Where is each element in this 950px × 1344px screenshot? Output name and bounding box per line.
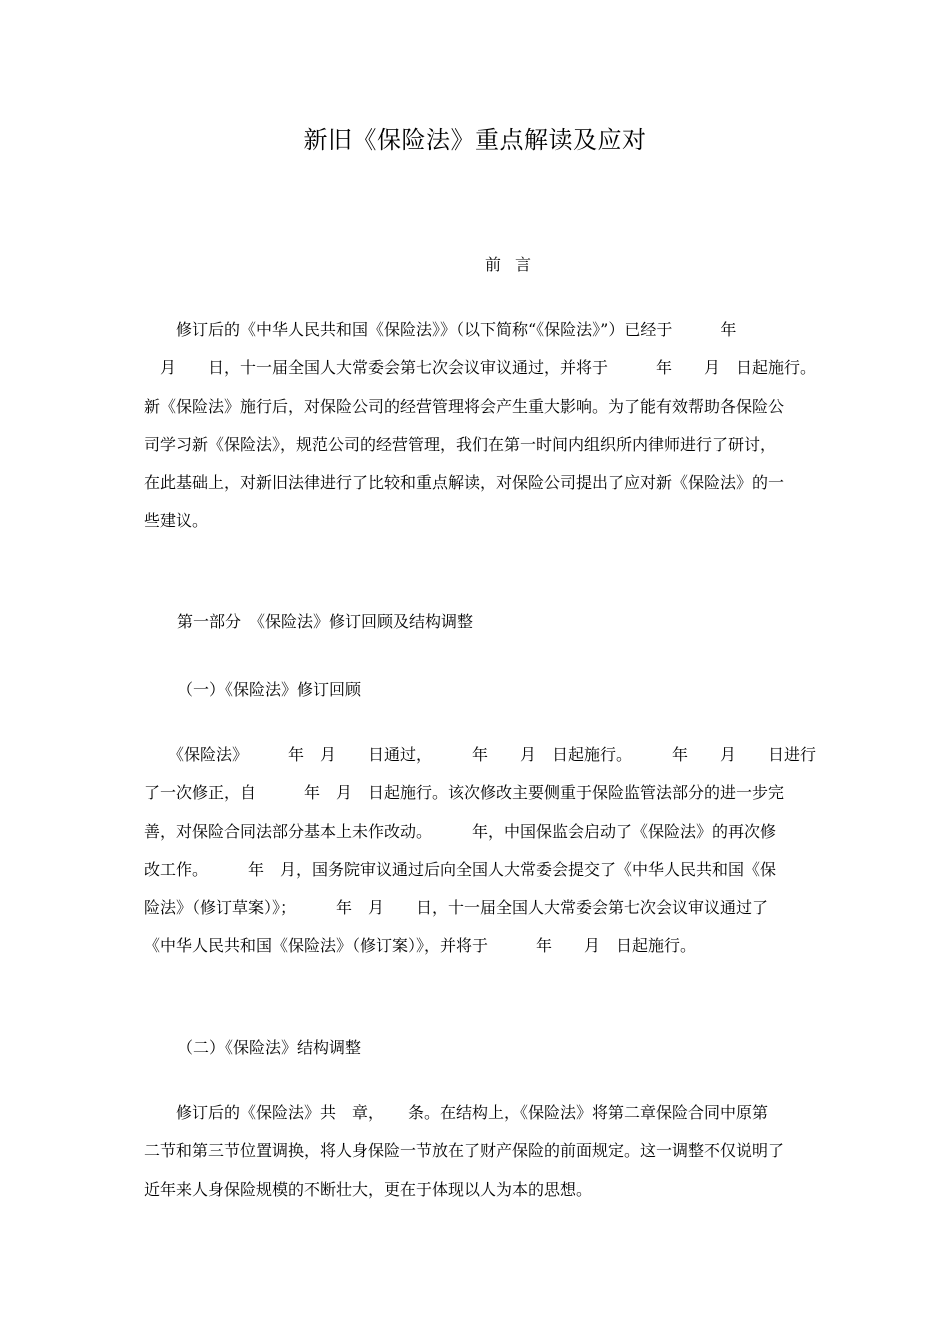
text-line: 修订后的《保险法》共 章， 条。在结构上，《保险法》将第二章保险合同中原第 — [144, 1103, 769, 1122]
text-line: 改工作。 年 月，国务院审议通过后向全国人大常委会提交了《中华人民共和国《保 — [144, 859, 777, 879]
text-line: 月 日，十一届全国人大常委会第七次会议审议通过，并将于 年 月 日起施行。 — [144, 358, 817, 378]
text-line: 险法》（修订草案）》； 年 月 日，十一届全国人大常委会第七次会议审议通过了 — [144, 898, 769, 918]
section1-paragraph — [144, 736, 817, 966]
text-line: 司学习新《保险法》，规范公司的经营管理，我们在第一时间内组织所内律师进行了研讨， — [144, 434, 777, 454]
section2-paragraph — [144, 1094, 807, 1209]
preface-heading: 前言 — [484, 255, 545, 274]
text-line: 修订后的《中华人民共和国《保险法》》（以下简称“《保险法》”）已经于 年 — [144, 320, 737, 339]
text-line: 二节和第三节位置调换，将人身保险一节放在了财产保险的前面规定。这一调整不仅说明了 — [144, 1141, 785, 1161]
text-line: 善，对保险合同法部分基本上未作改动。 年，中国保监会启动了《保险法》的再次修 — [144, 821, 777, 841]
text-line: 了一次修正，自 年 月 日起施行。该次修改主要侧重于保险监管法部分的进一步完 — [144, 783, 785, 803]
section1-heading: （一）《保险法》修订回顾 — [177, 680, 362, 699]
text-line: 近年来人身保险规模的不断壮大，更在于体现以人为本的思想。 — [144, 1179, 593, 1199]
text-line: 《保险法》 年 月 日通过， 年 月 日起施行。 年 月 日进行 — [144, 745, 817, 764]
text-line: 《中华人民共和国《保险法》（修订案）》，并将于 年 月 日起施行。 — [144, 936, 697, 956]
text-line: 新《保险法》施行后，对保险公司的经营管理将会产生重大影响。为了能有效帮助各保险公 — [144, 396, 785, 416]
text-line: 些建议。 — [144, 511, 209, 531]
text-line: 在此基础上，对新旧法律进行了比较和重点解读，对保险公司提出了应对新《保险法》的一 — [144, 473, 785, 493]
part1-heading: 第一部分 《保险法》修订回顾及结构调整 — [177, 612, 474, 631]
section2-heading: （二）《保险法》结构调整 — [177, 1038, 362, 1057]
document-title: 新旧《保险法》重点解读及应对 — [303, 126, 647, 154]
preface-paragraph — [144, 311, 817, 541]
